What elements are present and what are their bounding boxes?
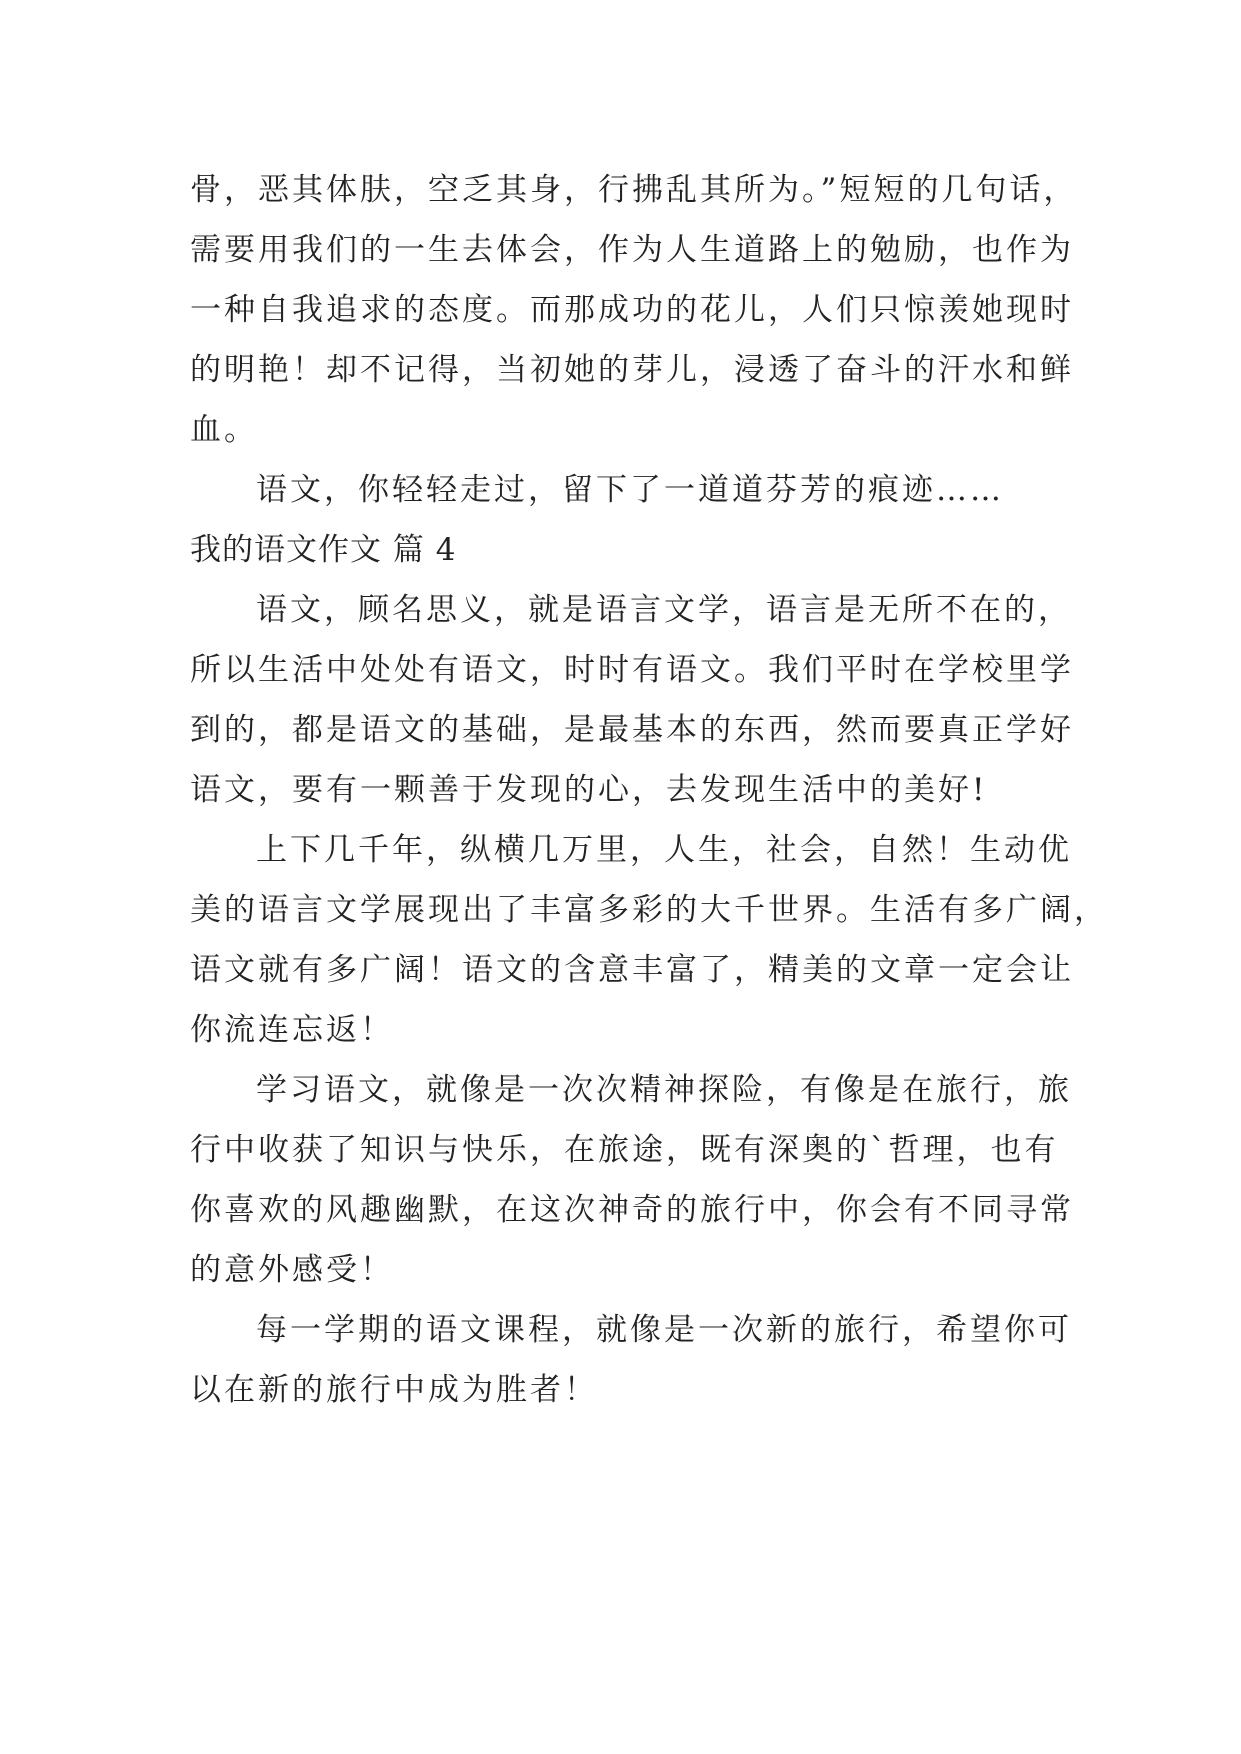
text-line: 你喜欢的风趣幽默，在这次神奇的旅行中，你会有不同寻常 — [190, 1192, 1074, 1228]
section-heading: 我的语文作文 篇 4 — [190, 532, 457, 568]
text-line: 一种自我追求的态度。而那成功的花儿，人们只惊羡她现时 — [190, 292, 1074, 328]
paragraph-first-line: 每一学期的语文课程，就像是一次新的旅行，希望你可 — [256, 1312, 1072, 1348]
text-line: 以在新的旅行中成为胜者！ — [190, 1372, 598, 1408]
text-line: 语文就有多广阔！语文的含意丰富了，精美的文章一定会让 — [190, 952, 1074, 988]
text-line: 的明艳！却不记得，当初她的芽儿，浸透了奋斗的汗水和鲜 — [190, 352, 1074, 388]
text-line: 语文，要有一颗善于发现的心，去发现生活中的美好! — [190, 772, 988, 808]
text-line: 你流连忘返！ — [190, 1012, 394, 1048]
text-line: 血。 — [190, 412, 258, 448]
paragraph-first-line: 学习语文，就像是一次次精神探险，有像是在旅行，旅 — [256, 1072, 1072, 1108]
text-line: 美的语言文学展现出了丰富多彩的大千世界。生活有多广阔， — [190, 892, 1108, 928]
text-line: 的意外感受！ — [190, 1252, 394, 1288]
text-line: 所以生活中处处有语文，时时有语文。我们平时在学校里学 — [190, 652, 1074, 688]
paragraph-first-line: 语文，你轻轻走过，留下了一道道芬芳的痕迹…… — [256, 472, 1004, 508]
text-line: 需要用我们的一生去体会，作为人生道路上的勉励，也作为 — [190, 232, 1074, 268]
paragraph-first-line: 上下几千年，纵横几万里，人生，社会，自然！生动优 — [256, 832, 1072, 868]
text-line: 行中收获了知识与快乐，在旅途，既有深奥的`哲理，也有 — [190, 1132, 1059, 1168]
document-body — [190, 160, 1108, 1420]
paragraph-first-line: 语文，顾名思义，就是语言文学，语言是无所不在的， — [256, 592, 1072, 628]
text-line: 骨，恶其体肤，空乏其身，行拂乱其所为。”短短的几句话， — [190, 172, 1078, 208]
text-line: 到的，都是语文的基础，是最基本的东西，然而要真正学好 — [190, 712, 1074, 748]
